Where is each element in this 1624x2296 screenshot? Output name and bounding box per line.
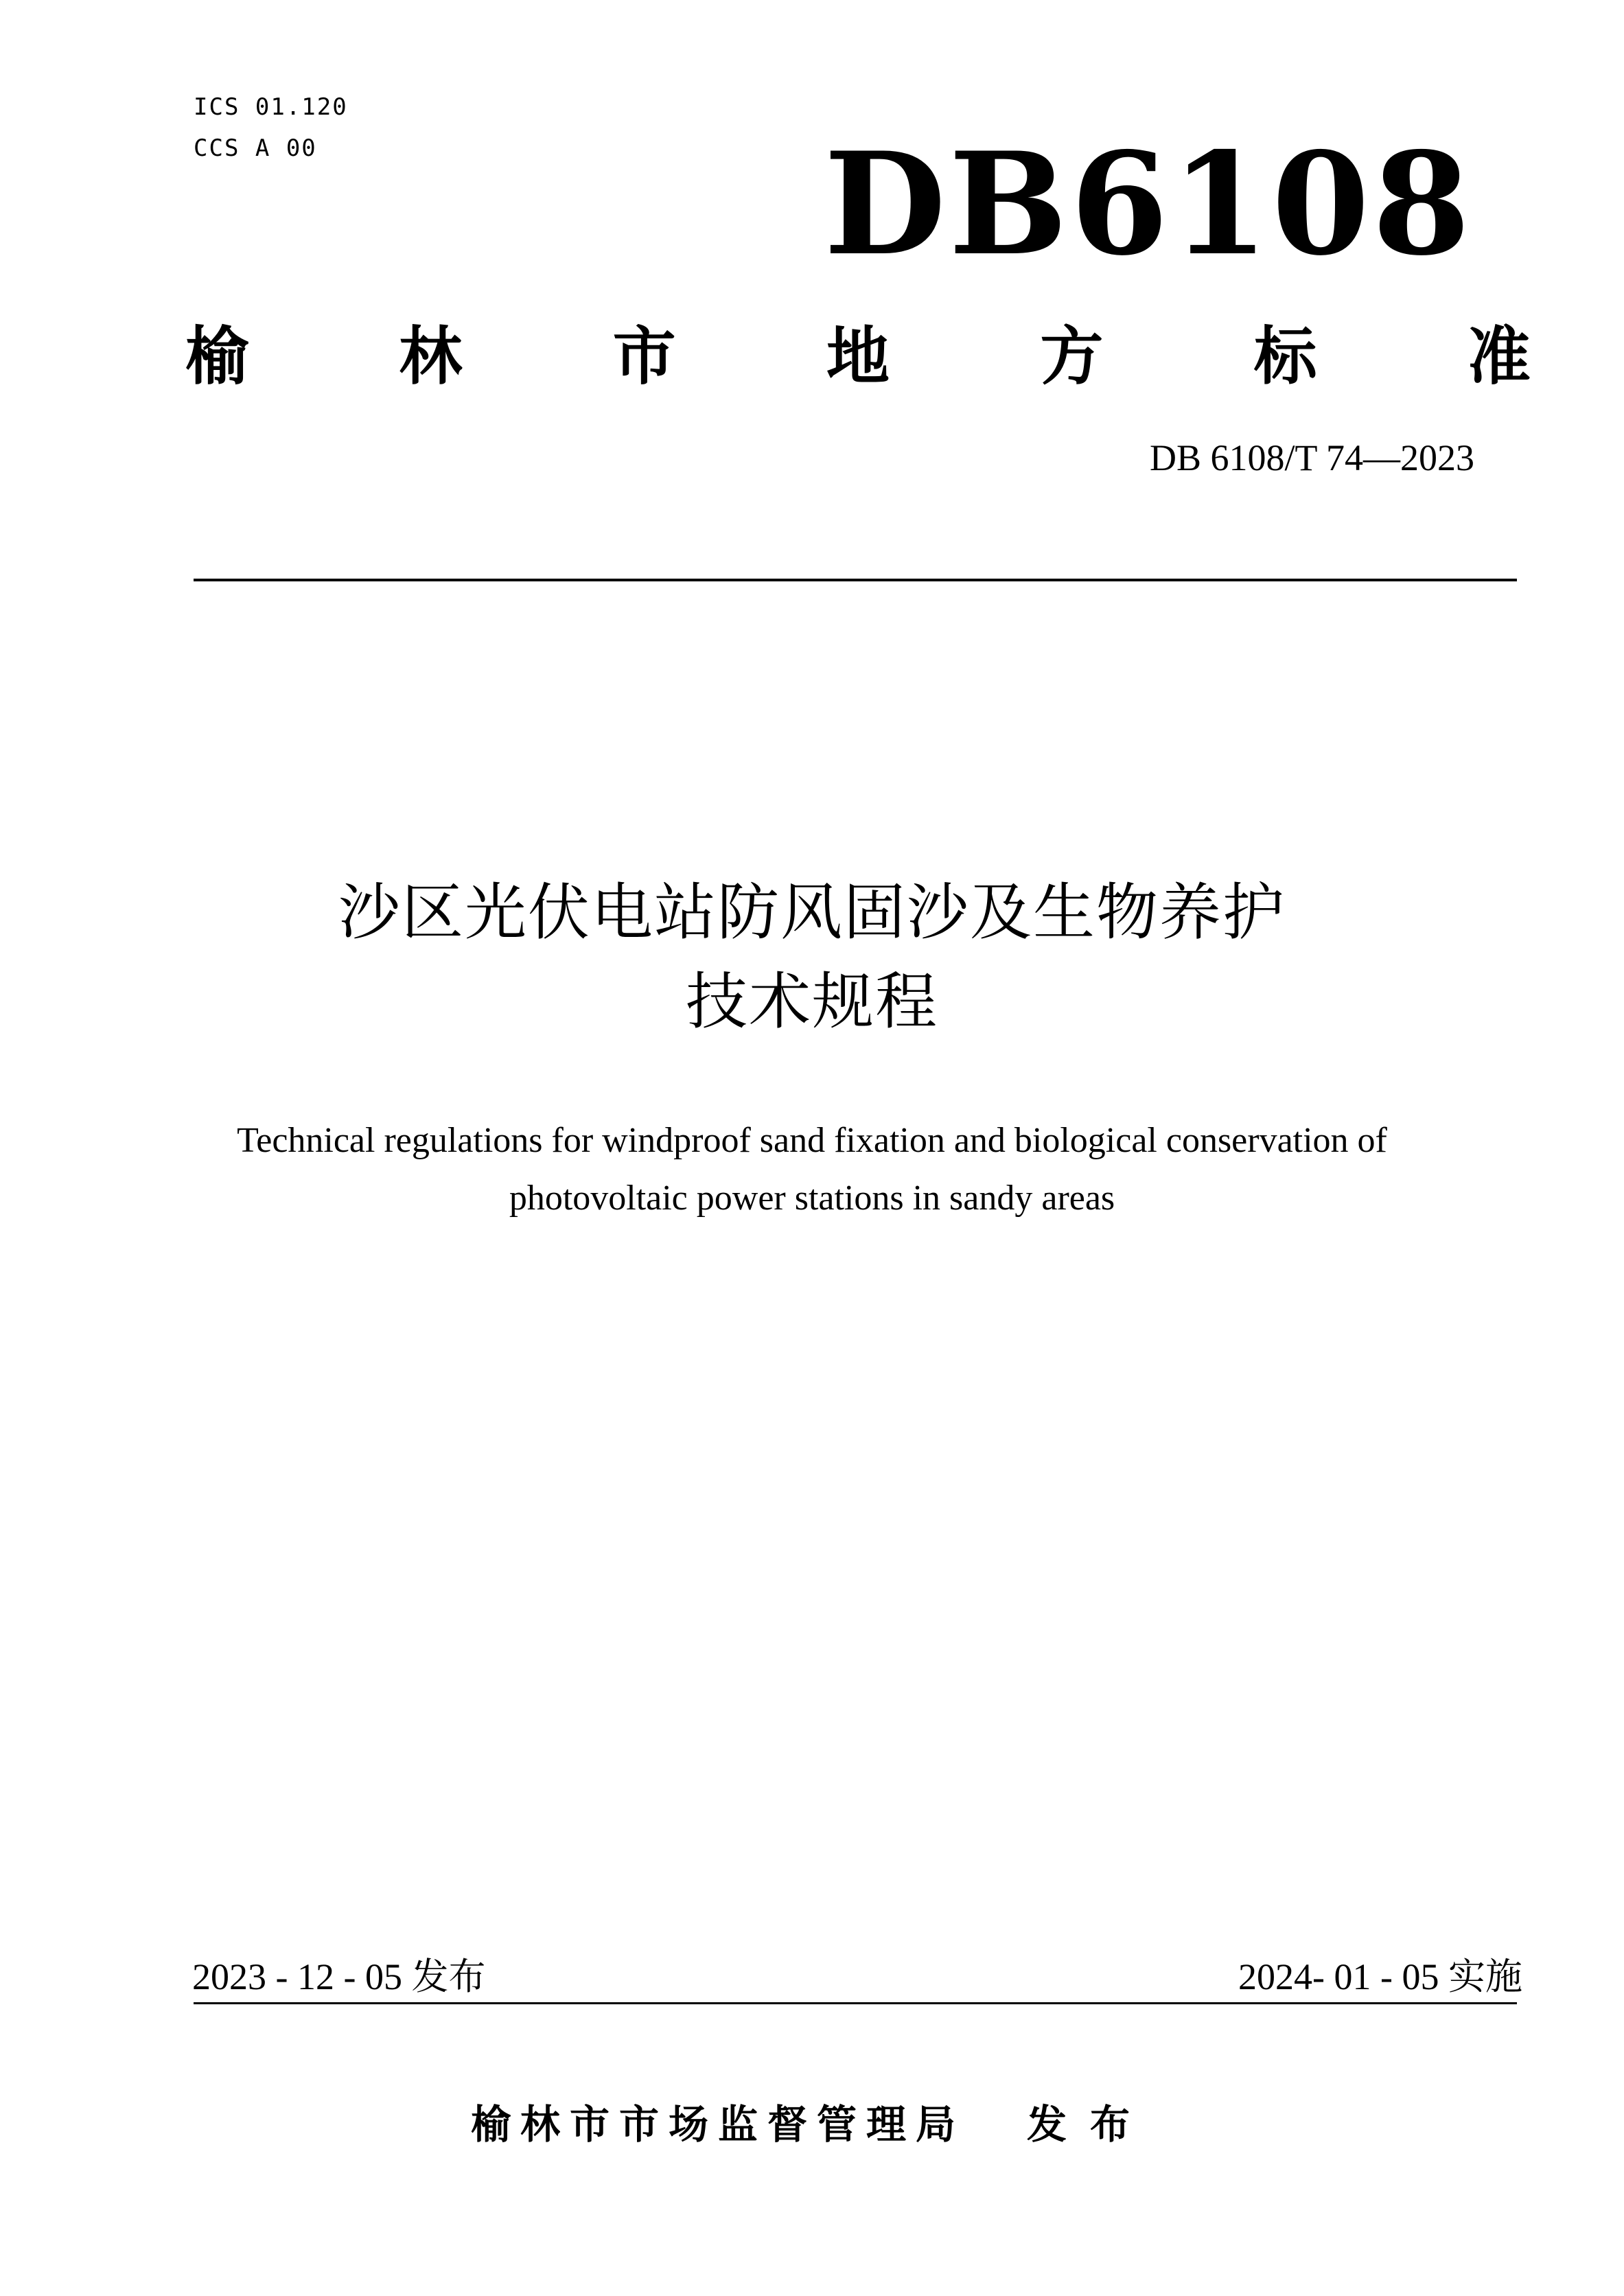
standard-type-char: 标 — [1253, 320, 1317, 393]
standard-type-char: 方 — [1040, 320, 1104, 393]
title-cn-line-2: 技术规程 — [686, 966, 938, 1038]
standard-type-char: 准 — [1467, 320, 1531, 393]
issuer-line — [0, 2094, 1624, 2155]
classification-block — [194, 86, 348, 169]
issuer-action: 发布 — [1027, 2101, 1154, 2148]
standard-type-char: 地 — [826, 320, 890, 393]
title-en-line-1: Technical regulations for windproof sand fixation and biological conservation of — [237, 1121, 1387, 1160]
ccs-code: CCS A 00 — [194, 135, 317, 162]
ics-code: ICS 01.120 — [194, 93, 348, 121]
title-cn-line-1: 沙区光伏电站防风固沙及生物养护 — [338, 877, 1286, 949]
standard-code-large: DB6108 — [824, 122, 1473, 287]
implement-date: 2024- 01 - 05 实施 — [1238, 1956, 1522, 1997]
header-divider — [194, 579, 1517, 581]
document-title-cn — [0, 868, 1624, 1047]
standard-type-heading — [185, 312, 1531, 402]
standard-number: DB 6108/T 74—2023 — [1149, 437, 1474, 478]
issuer-org: 榆林市市场监督管理局 — [470, 2101, 965, 2148]
standard-type-char: 林 — [399, 320, 463, 393]
publish-date: 2023 - 12 - 05 发布 — [192, 1956, 486, 1997]
standard-type-char: 市 — [612, 320, 676, 393]
footer-divider — [194, 2002, 1517, 2004]
document-title-en — [0, 1112, 1624, 1227]
title-en-line-2: photovoltaic power stations in sandy areas — [509, 1179, 1115, 1218]
standard-type-char: 榆 — [185, 320, 249, 393]
